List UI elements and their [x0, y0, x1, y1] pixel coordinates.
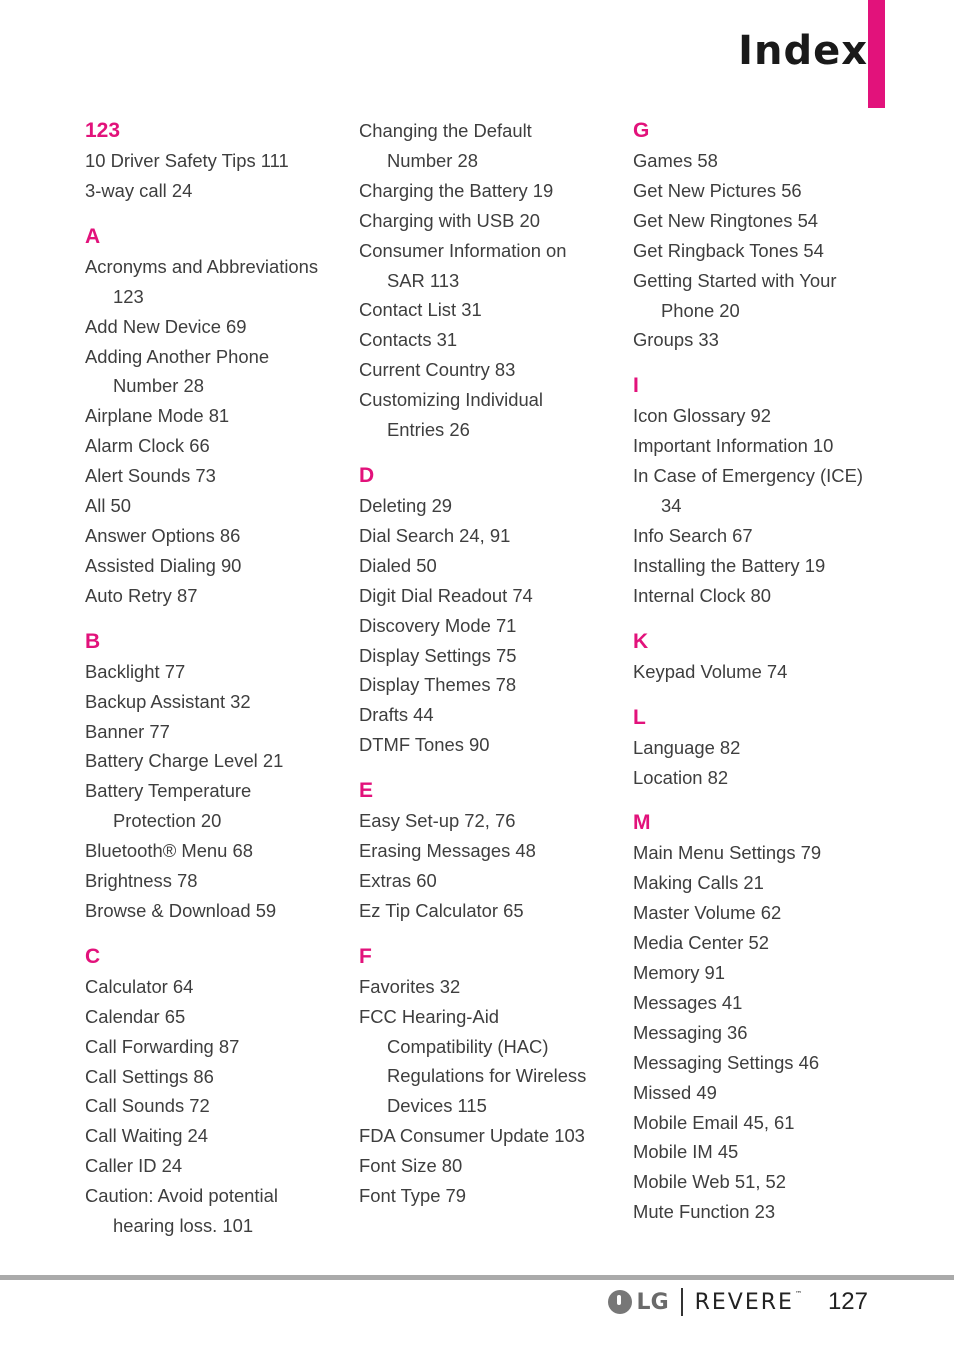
entry-text: Missed 49 — [633, 1081, 717, 1103]
index-entry — [359, 611, 609, 641]
entry-text: Icon Glossary 92 — [633, 405, 771, 427]
index-entry — [85, 1091, 335, 1121]
index-entry — [633, 657, 883, 687]
index-entry — [85, 252, 335, 312]
entry-text: Mobile Email 45, 61 — [633, 1111, 795, 1133]
entry-text: Contact List 31 — [359, 299, 482, 321]
index-section — [85, 222, 335, 611]
entry-text: Mobile IM 45 — [633, 1141, 739, 1163]
index-entry — [85, 657, 335, 687]
index-entry — [85, 1181, 335, 1241]
entry-text: In Case of Emergency (ICE) — [633, 465, 863, 487]
entry-text: Important Information 10 — [633, 435, 834, 457]
index-entry — [633, 461, 883, 521]
entry-text: Discovery Mode 71 — [359, 614, 517, 636]
index-entry — [633, 733, 883, 763]
entry-text: Language 82 — [633, 736, 741, 758]
index-entry — [85, 746, 335, 776]
entry-text: Font Type 79 — [359, 1185, 467, 1207]
brand-text: REVERE — [694, 1289, 794, 1315]
entry-text: Drafts 44 — [359, 704, 434, 726]
entry-text: Installing the Battery 19 — [633, 554, 826, 576]
entry-continuation: 123 — [113, 285, 144, 307]
section-letter: D — [359, 463, 375, 487]
entry-text: Display Settings 75 — [359, 644, 517, 666]
lg-logo-icon — [608, 1290, 669, 1315]
index-entry — [633, 1048, 883, 1078]
entry-text: Battery Charge Level 21 — [85, 750, 284, 772]
index-section — [633, 627, 883, 687]
index-entry — [633, 431, 883, 461]
entry-continuation: Devices 115 — [387, 1095, 487, 1117]
section-letter: C — [85, 944, 101, 968]
entry-text: Consumer Information on — [359, 239, 567, 261]
index-entry — [85, 521, 335, 551]
section-letter: F — [359, 944, 372, 968]
index-entry — [359, 355, 609, 385]
index-entry — [85, 401, 335, 431]
entry-text: Dialed 50 — [359, 554, 437, 576]
index-entry — [633, 1108, 883, 1138]
index-entry — [85, 581, 335, 611]
index-entry — [85, 896, 335, 926]
entry-text: 3-way call 24 — [85, 179, 193, 201]
entry-text: Auto Retry 87 — [85, 584, 198, 606]
entry-text: Dial Search 24, 91 — [359, 524, 511, 546]
index-section — [85, 116, 335, 206]
section-letter: K — [633, 629, 649, 653]
index-entry — [359, 385, 609, 445]
index-entry — [359, 236, 609, 296]
entry-continuation: hearing loss. 101 — [113, 1215, 254, 1237]
index-entry — [85, 431, 335, 461]
entry-text: Battery Temperature — [85, 780, 252, 802]
index-entry — [359, 116, 609, 176]
entry-text: Messaging 36 — [633, 1021, 748, 1043]
entry-text: Current Country 83 — [359, 359, 516, 381]
entry-text: Erasing Messages 48 — [359, 840, 536, 862]
entry-text: Call Waiting 24 — [85, 1125, 208, 1147]
index-entry — [633, 146, 883, 176]
index-section — [359, 776, 609, 926]
entry-text: Banner 77 — [85, 720, 170, 742]
index-entry — [359, 206, 609, 236]
entry-text: Bluetooth® Menu 68 — [85, 840, 253, 862]
index-entry — [359, 551, 609, 581]
index-entry — [359, 1151, 609, 1181]
index-entry — [633, 551, 883, 581]
index-entry — [85, 491, 335, 521]
entry-text: Assisted Dialing 90 — [85, 554, 242, 576]
entry-text: Answer Options 86 — [85, 524, 241, 546]
index-section — [359, 461, 609, 760]
entry-text: Groups 33 — [633, 329, 719, 351]
page-number: 127 — [827, 1288, 868, 1315]
index-section — [85, 627, 335, 926]
entry-continuation: Protection 20 — [113, 810, 222, 832]
index-section — [633, 808, 883, 1227]
entry-continuation: Number 28 — [387, 149, 478, 171]
index-entry — [359, 176, 609, 206]
entry-text: Master Volume 62 — [633, 902, 782, 924]
index-entry — [633, 206, 883, 236]
entry-text: Alarm Clock 66 — [85, 435, 210, 457]
entry-continuation: Entries 26 — [387, 419, 470, 441]
entry-text: Calendar 65 — [85, 1005, 186, 1027]
index-entry — [359, 670, 609, 700]
index-section — [359, 116, 609, 445]
index-entry — [85, 1121, 335, 1151]
index-entry — [633, 928, 883, 958]
entry-text: Alert Sounds 73 — [85, 465, 216, 487]
index-entry — [359, 295, 609, 325]
entry-text: Caller ID 24 — [85, 1155, 183, 1177]
index-section — [633, 703, 883, 793]
index-entry — [633, 868, 883, 898]
entry-text: Memory 91 — [633, 962, 725, 984]
index-entry — [633, 1167, 883, 1197]
index-entry — [359, 325, 609, 355]
index-entry — [359, 836, 609, 866]
index-entry — [85, 1002, 335, 1032]
entry-text: Get Ringback Tones 54 — [633, 239, 824, 261]
index-entry — [359, 896, 609, 926]
index-entry — [359, 641, 609, 671]
index-entry — [359, 521, 609, 551]
index-section — [359, 942, 609, 1211]
index-entry — [633, 325, 883, 355]
index-entry — [85, 1151, 335, 1181]
index-section — [633, 371, 883, 610]
entry-text: Display Themes 78 — [359, 674, 517, 696]
entry-text: Internal Clock 80 — [633, 584, 772, 606]
index-entry — [633, 838, 883, 868]
footer-separator — [681, 1288, 683, 1316]
index-entry — [633, 521, 883, 551]
index-tab-marker — [868, 0, 885, 108]
entry-text: Calculator 64 — [85, 975, 194, 997]
index-entry — [85, 717, 335, 747]
section-letter: B — [85, 629, 101, 653]
index-entry — [85, 1062, 335, 1092]
entry-text: Getting Started with Your — [633, 269, 837, 291]
entry-text: Ez Tip Calculator 65 — [359, 899, 524, 921]
entry-text: Charging the Battery 19 — [359, 179, 554, 201]
entry-text: Browse & Download 59 — [85, 899, 277, 921]
entry-text: Call Settings 86 — [85, 1065, 214, 1087]
entry-text: Backlight 77 — [85, 660, 186, 682]
entry-text: Favorites 32 — [359, 975, 461, 997]
index-section — [633, 116, 883, 355]
index-entry — [359, 581, 609, 611]
footer-rule — [0, 1275, 954, 1280]
entry-text: Brightness 78 — [85, 870, 198, 892]
index-entry — [359, 806, 609, 836]
index-section — [85, 942, 335, 1241]
lg-logo-text: LG — [636, 1289, 669, 1315]
entry-text: Deleting 29 — [359, 494, 453, 516]
entry-text: Digit Dial Readout 74 — [359, 584, 533, 606]
index-entry — [633, 1197, 883, 1227]
entry-text: Location 82 — [633, 766, 729, 788]
index-entry — [85, 866, 335, 896]
entry-continuation: Number 28 — [113, 375, 204, 397]
entry-continuation: Regulations for Wireless — [387, 1065, 587, 1087]
entry-text: 10 Driver Safety Tips 111 — [85, 150, 289, 171]
index-entry — [633, 1078, 883, 1108]
entry-text: Call Sounds 72 — [85, 1095, 210, 1117]
index-entry — [359, 972, 609, 1002]
lg-circle-icon — [608, 1290, 632, 1314]
index-entry — [633, 1137, 883, 1167]
entry-text: Airplane Mode 81 — [85, 405, 230, 427]
index-entry — [85, 342, 335, 402]
index-entry — [359, 491, 609, 521]
index-entry — [359, 730, 609, 760]
entry-continuation: 34 — [661, 495, 682, 517]
index-entry — [85, 1032, 335, 1062]
entry-text: Messages 41 — [633, 991, 743, 1013]
index-entry — [633, 266, 883, 326]
index-entry — [359, 1181, 609, 1211]
section-letter: L — [633, 705, 646, 729]
index-entry — [85, 176, 335, 206]
index-column-1 — [85, 116, 335, 1257]
entry-text: Extras 60 — [359, 869, 437, 891]
footer — [608, 1288, 868, 1316]
entry-text: Call Forwarding 87 — [85, 1035, 240, 1057]
entry-text: Add New Device 69 — [85, 315, 247, 337]
entry-text: Mobile Web 51, 52 — [633, 1171, 787, 1193]
section-letter: 123 — [85, 119, 121, 142]
entry-text: Keypad Volume 74 — [633, 660, 788, 682]
section-letter: E — [359, 779, 374, 803]
entry-text: Backup Assistant 32 — [85, 690, 251, 712]
index-entry — [633, 763, 883, 793]
entry-text: Acronyms and Abbreviations — [85, 255, 319, 277]
entry-continuation: Compatibility (HAC) — [387, 1035, 549, 1057]
index-entry — [85, 461, 335, 491]
index-entry — [633, 988, 883, 1018]
index-entry — [85, 687, 335, 717]
entry-text: Media Center 52 — [633, 932, 769, 954]
entry-text: Main Menu Settings 79 — [633, 842, 822, 864]
index-entry — [85, 551, 335, 581]
section-letter: I — [633, 374, 639, 398]
entry-text: Font Size 80 — [359, 1155, 463, 1177]
entry-text: FDA Consumer Update 103 — [359, 1125, 585, 1147]
entry-text: Games 58 — [633, 150, 718, 171]
entry-text: Info Search 67 — [633, 524, 753, 546]
entry-continuation: SAR 113 — [387, 269, 460, 291]
entry-text: Get New Pictures 56 — [633, 179, 802, 201]
section-letter: A — [85, 224, 101, 248]
index-entry — [359, 700, 609, 730]
index-entry — [85, 312, 335, 342]
entry-continuation: Phone 20 — [661, 299, 740, 321]
index-entry — [633, 401, 883, 431]
index-entry — [359, 866, 609, 896]
entry-text: Messaging Settings 46 — [633, 1051, 820, 1073]
index-entry — [633, 236, 883, 266]
trademark-symbol: ™ — [794, 1289, 804, 1298]
index-entry — [633, 176, 883, 206]
index-entry — [633, 958, 883, 988]
entry-text: Easy Set-up 72, 76 — [359, 810, 516, 832]
entry-text: Adding Another Phone — [85, 345, 270, 367]
entry-text: Changing the Default — [359, 120, 532, 141]
index-entry — [85, 146, 335, 176]
index-entry — [85, 776, 335, 836]
index-entry — [633, 898, 883, 928]
section-letter: G — [633, 119, 650, 142]
entry-text: All 50 — [85, 495, 132, 517]
entry-text: DTMF Tones 90 — [359, 734, 490, 756]
entry-text: Charging with USB 20 — [359, 209, 540, 231]
entry-text: Get New Ringtones 54 — [633, 209, 819, 231]
section-letter: M — [633, 811, 651, 835]
brand-name — [695, 1290, 804, 1315]
index-column-3 — [633, 116, 883, 1243]
index-entry — [85, 836, 335, 866]
index-entry — [359, 1002, 609, 1122]
index-entry — [359, 1121, 609, 1151]
entry-text: FCC Hearing-Aid — [359, 1005, 500, 1027]
index-entry — [633, 1018, 883, 1048]
index-column-2 — [359, 116, 609, 1227]
index-entry — [85, 972, 335, 1002]
entry-text: Contacts 31 — [359, 329, 458, 351]
index-entry — [633, 581, 883, 611]
page-title: Index — [738, 28, 868, 74]
entry-text: Caution: Avoid potential — [85, 1185, 278, 1207]
entry-text: Making Calls 21 — [633, 872, 764, 894]
entry-text: Mute Function 23 — [633, 1201, 776, 1223]
entry-text: Customizing Individual — [359, 389, 543, 411]
